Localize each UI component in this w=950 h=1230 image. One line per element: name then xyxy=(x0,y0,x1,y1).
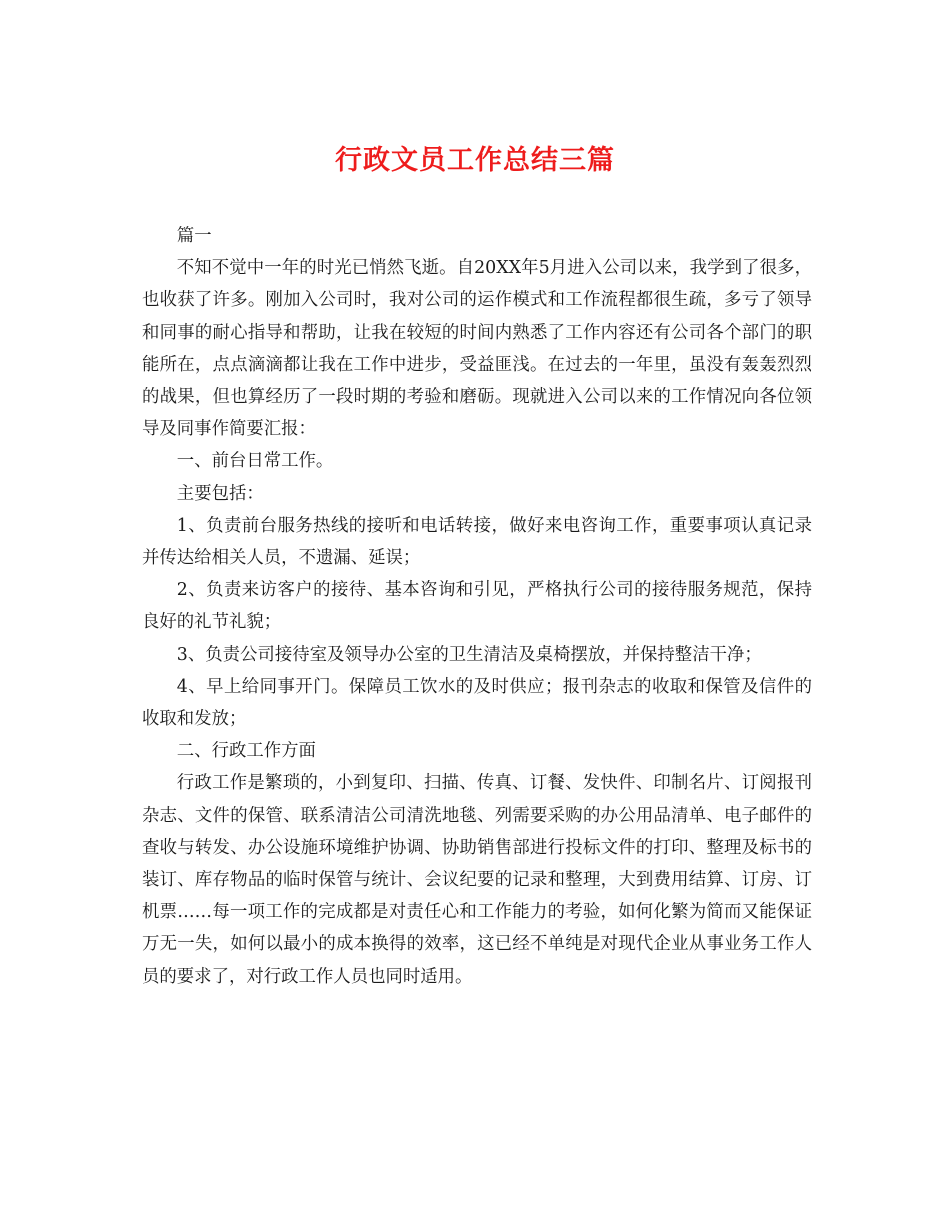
document-body xyxy=(142,220,812,993)
document-title: 行政文员工作总结三篇 xyxy=(335,145,615,176)
paragraph-admin-work: 行政工作是繁琐的，小到复印、扫描、传真、订餐、发快件、印制名片、订阅报刊杂志、文件的保管、联系清洁公司清洗地毯、列需要采购的办公用品清单、电子邮件的查收与转发、办公设施环境维护协调、协助销售部进行投标文件的打印、整理及标书的装订、库存物品的临时保管与统计、会议纪要的记录和整理，大到费用结算、订房、订机票……每一项工作的完成都是对责任心和工作能力的考验，如何化繁为简而又能保证万无一失，如何以最小的成本换得的效率，这已经不单纯是对现代企业从事业务工作人员的要求了，对行政工作人员也同时适用。 xyxy=(142,773,812,987)
list-item-1: 1、负责前台服务热线的接听和电话转接，做好来电咨询工作，重要事项认真记录并传达给相关人员，不遗漏、延误； xyxy=(142,515,812,569)
section-heading-admin-work: 二、行政工作方面 xyxy=(176,741,316,762)
section-heading-front-desk: 一、前台日常工作。 xyxy=(176,451,334,472)
list-item-4: 4、早上给同事开门。保障员工饮水的及时供应；报刊杂志的收取和保管及信件的收取和发放； xyxy=(142,676,812,730)
list-item-3: 3、负责公司接待室及领导办公室的卫生清洁及桌椅摆放，并保持整洁干净； xyxy=(176,644,762,665)
list-item-2: 2、负责来访客户的接待、基本咨询和引见，严格执行公司的接待服务规范，保持良好的礼节礼貌； xyxy=(142,580,812,633)
paragraph-main-includes: 主要包括： xyxy=(176,483,264,504)
section-heading-part-one: 篇一 xyxy=(176,226,212,246)
paragraph-intro: 不知不觉中一年的时光已悄然飞逝。自20XX年5月进入公司以来，我学到了很多，也收获了许多。刚加入公司时，我对公司的运作模式和工作流程都很生疏，多亏了领导和同事的耐心指导和帮助，让我在较短的时间内熟悉了工作内容还有公司各个部门的职能所在，点点滴滴都让我在工作中进步，受益匪浅。在过去的一年里，虽没有轰轰烈烈的战果，但也算经历了一段时期的考验和磨砺。现就进入公司以来的工作情况向各位领导及同事作简要汇报： xyxy=(142,258,812,440)
